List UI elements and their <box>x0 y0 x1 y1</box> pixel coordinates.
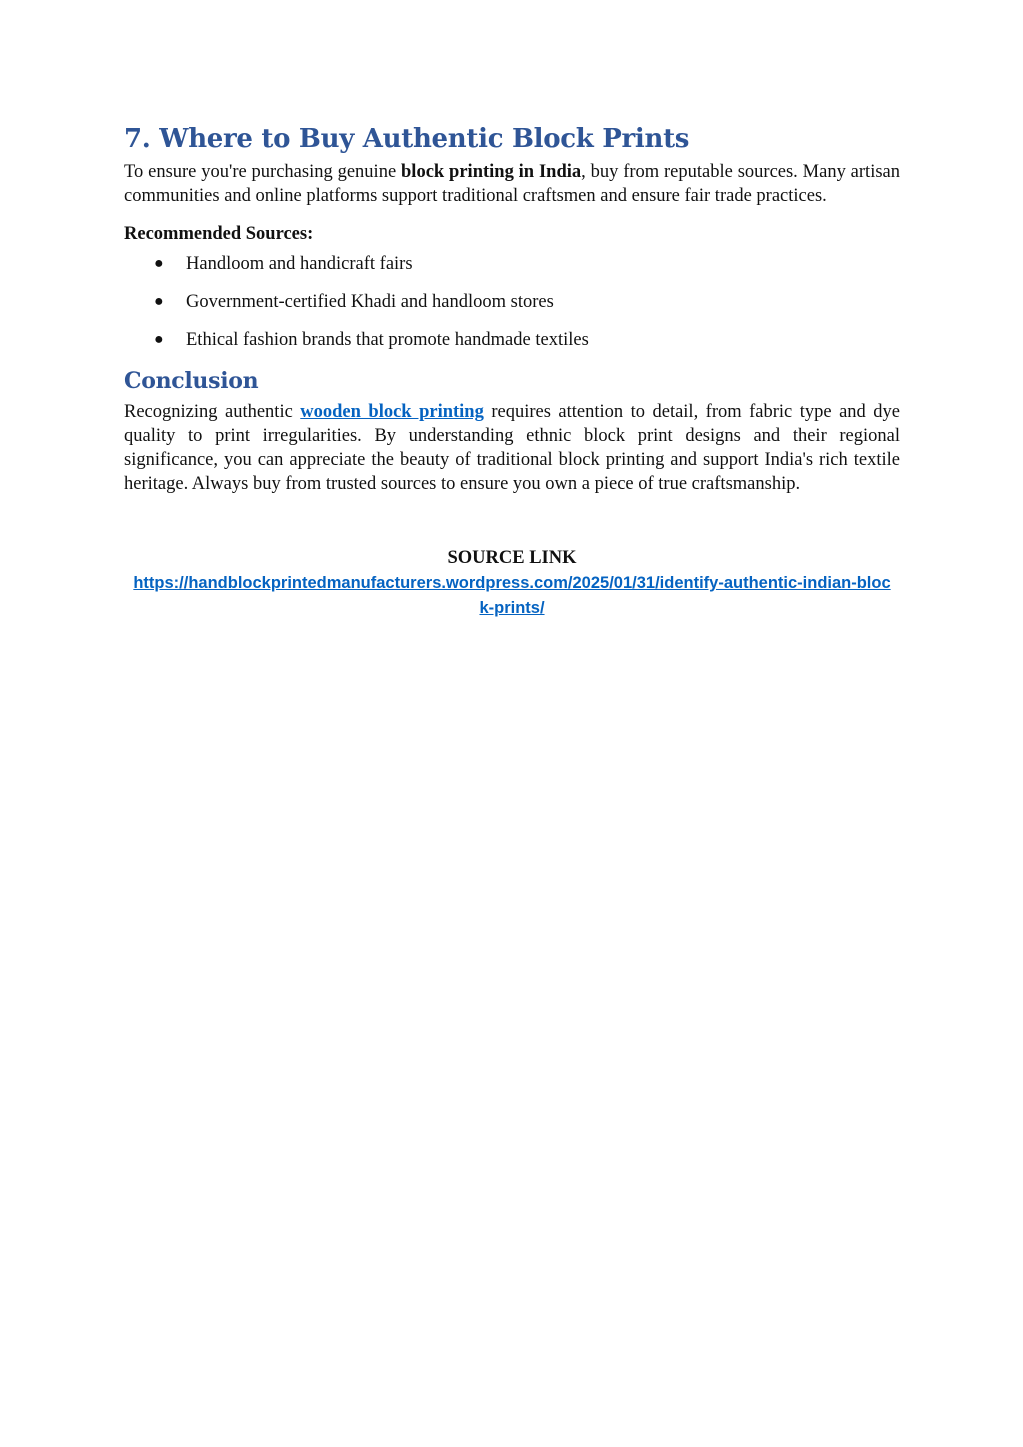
conclusion-paragraph <box>124 400 900 496</box>
source-item-label: Handloom and handicraft fairs <box>186 254 413 274</box>
document-page <box>124 122 900 621</box>
source-link-block <box>124 546 900 621</box>
intro-text-end: , buy from reputable sources. Many artisan communities and online platforms support traditional craftsmen and ensure fair trade practices. <box>124 162 900 206</box>
list-item <box>124 328 900 352</box>
source-item-label: Government-certified Khadi and handloom stores <box>186 292 554 312</box>
source-link-title: SOURCE LINK <box>447 548 577 568</box>
bullet-icon: ● <box>154 331 164 348</box>
intro-text-start: To ensure you're purchasing genuine <box>124 162 402 182</box>
conclusion-heading: Conclusion <box>124 368 259 394</box>
where-to-buy-intro <box>124 160 900 208</box>
bullet-icon: ● <box>154 255 164 272</box>
source-url-link[interactable]: https://handblockprintedmanufacturers.wordpress.com/2025/01/31/identify-authentic-indian-block-prints/ <box>133 574 891 617</box>
wooden-block-printing-link[interactable]: wooden block printing <box>300 402 484 422</box>
bullet-icon: ● <box>154 293 164 310</box>
list-item <box>124 252 900 276</box>
intro-bold-phrase: block printing in India <box>401 162 582 182</box>
list-item <box>124 290 900 314</box>
recommended-sources-label: Recommended Sources: <box>124 224 314 244</box>
source-item-label: Ethical fashion brands that promote handmade textiles <box>186 330 589 350</box>
section-heading-where-to-buy: 7. Where to Buy Authentic Block Prints <box>124 124 690 154</box>
recommended-sources-list <box>124 252 900 352</box>
conclusion-text-end: requires attention to detail, from fabric type and dye quality to print irregularities. By understanding ethnic block print designs and their regional significance, you can appreciate the beauty of traditional block printing and support India's rich textile heritage. Always buy from trusted sources to ensure you own a piece of true craftsmanship. <box>124 402 900 494</box>
conclusion-text-start: Recognizing authentic <box>124 402 301 422</box>
